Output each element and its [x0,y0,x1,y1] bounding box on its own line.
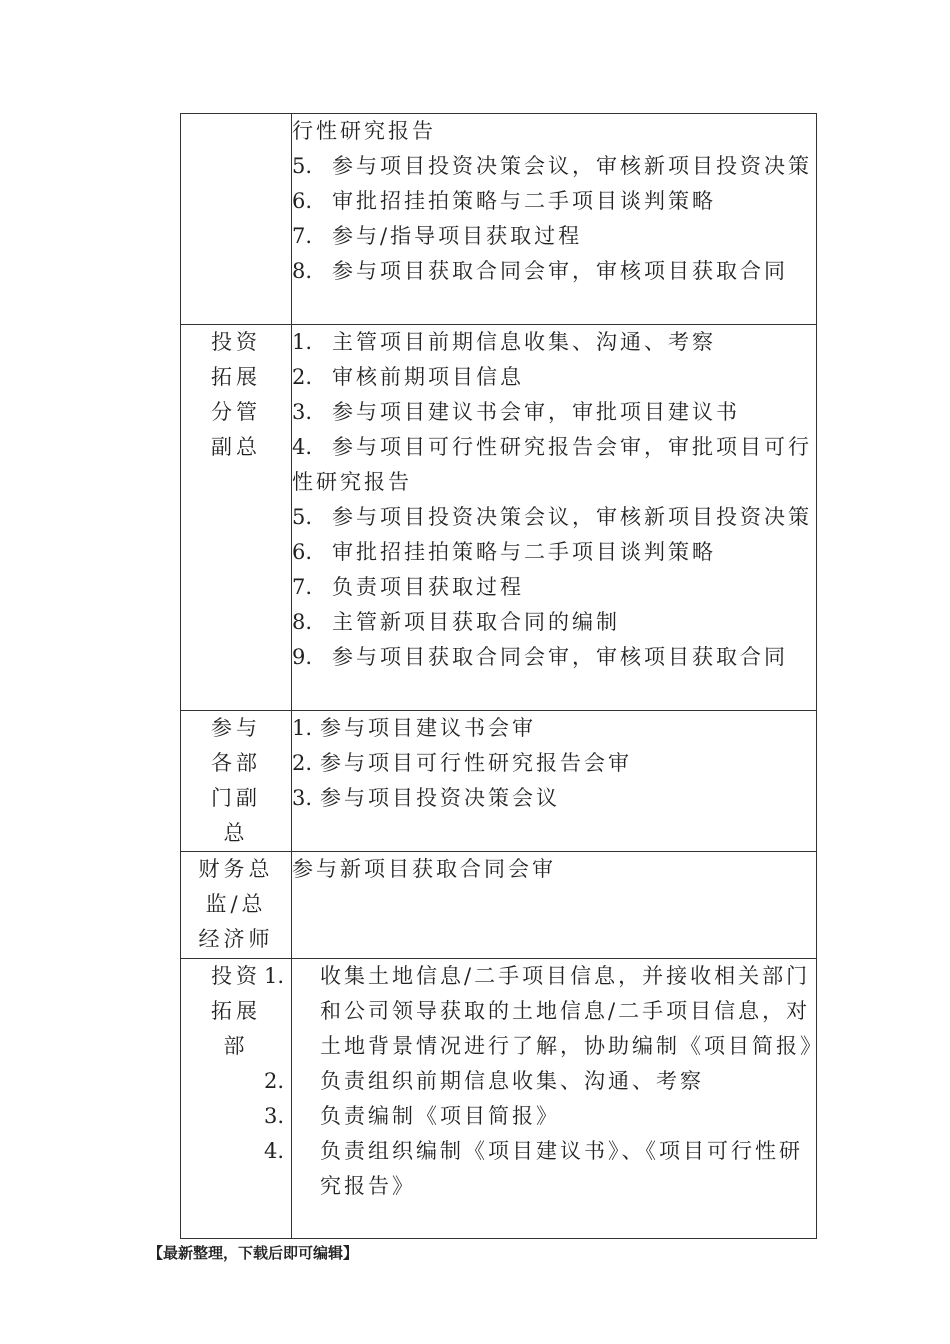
duty-item: 5. 参与项目投资决策会议，审核新项目投资决策 [292,505,812,529]
duty-item: 6. 审批招挂拍策略与二手项目谈判策略 [292,540,716,564]
duty-item: 2. 负责组织前期信息收集、沟通、考察 [264,1069,704,1093]
duty-item: 8. 主管新项目获取合同的编制 [292,610,620,634]
duty-item: 8. 参与项目获取合同会审，审核项目获取合同 [292,259,788,283]
duty-item: 6. 审批招挂拍策略与二手项目谈判策略 [292,189,716,213]
duty-item: 5. 参与项目投资决策会议，审核新项目投资决策 [292,154,812,178]
responsibility-table [180,113,824,1239]
role-cell: 参与各部门副总 [181,711,292,852]
duties-cell [292,711,817,852]
role-cell: 投资拓展部 [181,959,292,1239]
table-row [181,711,817,852]
duty-item: 3. 参与项目投资决策会议 [292,786,560,810]
footer-note: 【最新整理，下载后即可编辑】 [148,1244,359,1262]
duty-item: 7. 参与/指导项目获取过程 [292,224,583,248]
duty-item: 2. 参与项目可行性研究报告会审 [292,751,632,775]
role-cell: 财务总监/总经济师 [181,852,292,959]
duty-item: 4. 负责组织编制《项目建议书》、《项目可行性研究报告》 [264,1139,803,1198]
duties-cell [292,325,817,711]
duty-item: 9. 参与项目获取合同会审，审核项目获取合同 [292,645,788,669]
duty-item: 3. 参与项目建议书会审，审批项目建议书 [292,400,740,424]
duty-item: 1. 收集土地信息/二手项目信息，并接收相关部门和公司领导获取的土地信息/二手项目信息，对土地背景情况进行了解，协助编制《项目简报》 [264,964,824,1058]
table-row [181,959,817,1239]
duty-item: 行性研究报告 [292,119,436,143]
duty-item: 参与新项目获取合同会审 [292,857,556,881]
table-row [181,852,817,959]
duty-item: 4. 参与项目可行性研究报告会审，审批项目可行性研究报告 [292,435,812,494]
duty-item: 7. 负责项目获取过程 [292,575,524,599]
role-cell [181,114,292,325]
table-row [181,114,817,325]
duty-item: 2. 审核前期项目信息 [292,365,524,389]
role-cell: 投资拓展分管副总 [181,325,292,711]
duty-item: 1. 主管项目前期信息收集、沟通、考察 [292,330,716,354]
duties-cell [292,852,817,959]
table-row [181,325,817,711]
duties-cell [292,114,817,325]
duties-cell [264,959,824,1239]
duty-item: 3. 负责编制《项目简报》 [264,1104,560,1128]
duty-item: 1. 参与项目建议书会审 [292,716,536,740]
